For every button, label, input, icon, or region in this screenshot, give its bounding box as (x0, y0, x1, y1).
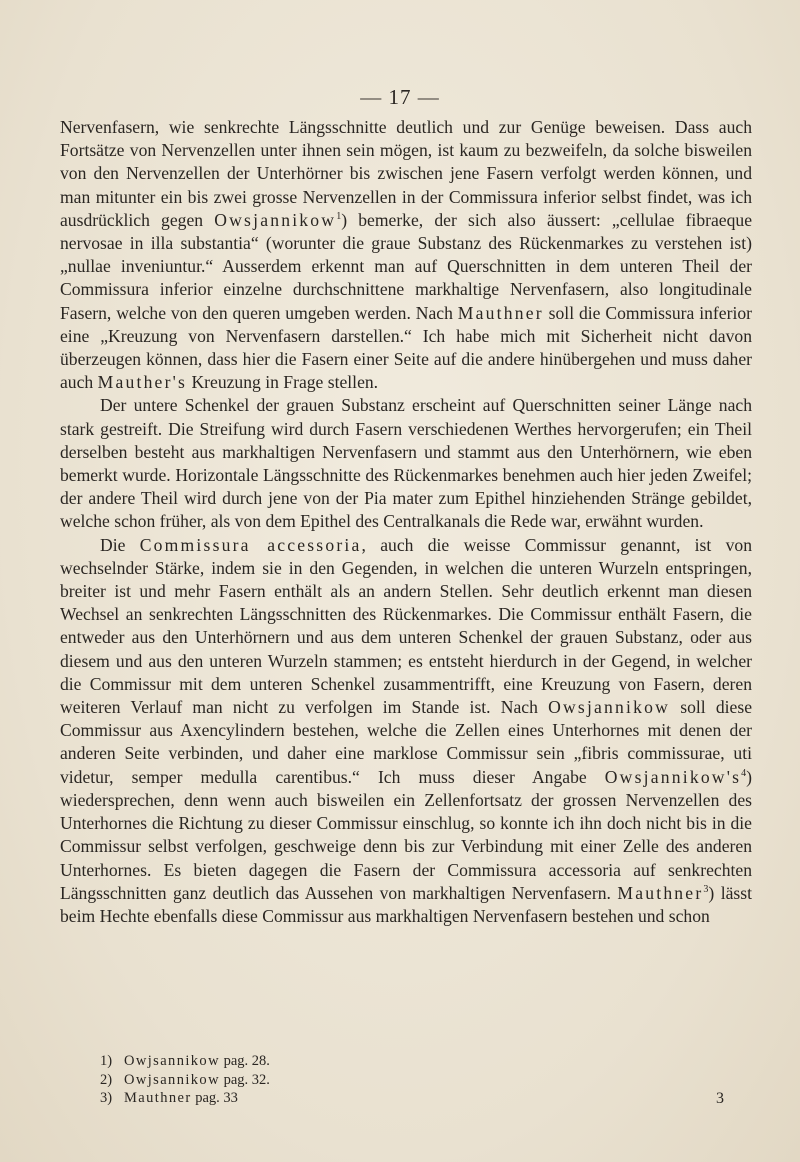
term: Commissura accessoria (139, 534, 362, 555)
text-run: soll die Commissura inferior eine „Kreuzung von Nervenfasern darstellen.“ Ich habe mich mit Sicherheit nicht davon überzeugen können, dass hier die Fasern einer Seite auf die andere hinübergehen und muss daher auch (60, 302, 752, 393)
paragraph-2: Der untere Schenkel der grauen Substanz erscheint auf Querschnitten seiner Länge nach stark gestreift. Die Streifung wird durch Fasern verschiedenen Werthes hervorgerufen; ein Theil derselben besteht aus markhaltigen Nervenfasern und stammt aus den Unterhörnern, wie eben bemerkt wurde. Horizontale Längsschnitte des Rückenmarkes benehmen auch hier jeden Zweifel; der andere Theil wird durch jene von der Pia mater zum Epithel hinziehenden Stränge gebildet, welche schon früher, als von dem Epithel des Centralkanals die Rede war, erwähnt wurden. (60, 395, 752, 532)
footnote (100, 1052, 600, 1071)
footnote-author: Mauthner (124, 1090, 192, 1106)
author-name: Mauther's (97, 372, 188, 393)
footnote-ref-text: pag. 28. (219, 1053, 270, 1069)
footnote-number: 1) (100, 1053, 113, 1069)
footnote-number: 3) (100, 1090, 113, 1106)
footnote-number: 2) (100, 1071, 113, 1088)
header-dash-left: — (360, 85, 383, 109)
text-run: ) lässt beim Hechte ebenfalls diese Commissur aus markhaltigen Nervenfasern bestehen und schon (60, 882, 752, 926)
text-run: Nervenfasern, wie senkrechte Längsschnitte deutlich und zur Genüge beweisen. Dass auch Fortsätze von Nervenzellen unter ihnen sein mögen, ist kaum zu bezweifeln, da solche bisweilen von den Nervenzellen der Unterhörner bis zwischen jene Fasern verfolgt werden können, und man mitunter ein bis zwei grosse Nervenzellen in der Commissura inferior selbst findet, was ich ausdrücklich gegen (60, 117, 752, 230)
footnote-ref: 3 (703, 883, 709, 895)
body-text (60, 116, 752, 928)
text-run: , auch die weisse Commissur genannt, ist von wechselnder Stärke, indem sie in den Gegenden, in welchen die unteren Wurzeln entspringen, breiter ist und mehr Fasern enthält als an andern Stellen. Sehr deutlich erkennt man diesen Wechsel an senkrechten Längsschnitten des Rückenmarkes. Die Commissur enthält Fasern, die entweder aus den Unterhörnern und aus dem unteren Schenkel der grauen Substanz, oder aus diesem und aus den unteren Wurzeln stammen; es entsteht hierdurch in der Gegend, in welcher die Commissur mit dem unteren Schenkel zusammentrifft, eine Kreuzung von Fasern, deren weiteren Verlauf man nicht zu verfolgen im Stande ist. Nach (60, 534, 752, 718)
page-number: 17 (388, 85, 412, 109)
author-name: Owsjannikow (214, 209, 337, 230)
text-run: Kreuzung in Frage stellen. (187, 372, 379, 393)
text-run: ) bemerke, der sich also äussert: „cellulae fibraeque nervosae in illa substantia“ (worunter die graue Substanz des Rückenmarkes zu verstehen ist) „nullae inveniuntur.“ Ausserdem erkennt man auf Querschnitten in dem unteren Theil der Commissura inferior einzelne durchschnittene markhaltige Nervenfasern, also longitudinale Fasern, welche von den queren umgeben werden. Nach (60, 209, 753, 323)
footnote-ref-text: pag. 33 (191, 1090, 238, 1106)
footnote (100, 1071, 600, 1090)
author-name: Mauthner (617, 882, 704, 903)
footnote-ref: 4 (741, 767, 747, 779)
footnote-author: Owjsannikow (124, 1071, 220, 1088)
footnote (100, 1089, 600, 1108)
author-name: Owsjannikow's (604, 766, 742, 787)
text-run: ) wiedersprechen, denn wenn auch bisweilen ein Zellenfortsatz der grossen Nervenzellen des Unterhornes die Richtung zu dieser Commissur einschlug, so konnte ich ihn doch nicht bis in die Commissur selbst verfolgen, geschweige denn bis zur Verbindung mit einer Zelle des anderen Unterhornes. Es bieten dagegen die Fasern der Commissura accessoria auf senkrechten Längsschnitten ganz deutlich das Aussehen von markhaltigen Nervenfasern. (60, 766, 752, 903)
text-run: soll diese Commissur aus Axencylindern bestehen, welche die Zellen eines Unterhornes mit denen der anderen Seite verbinden, und daher eine marklose Commissur sein „fibris commissurae, uti videtur, semper medulla carentibus.“ Ich muss dieser Angabe (60, 697, 752, 787)
signature-mark: 3 (716, 1090, 724, 1107)
footnote-ref: 1 (336, 210, 342, 222)
page-header (0, 85, 800, 110)
author-name: Owsjannikow (548, 697, 671, 718)
author-name: Mauthner (457, 302, 544, 323)
paragraph-3 (60, 534, 752, 928)
header-dash-right: — (417, 85, 440, 109)
footnotes (100, 1052, 600, 1108)
text-run: Die (100, 534, 140, 555)
footnote-author: Owjsannikow (124, 1053, 220, 1069)
paragraph-1 (60, 116, 752, 394)
footnote-ref-text: pag. 32. (219, 1071, 270, 1088)
